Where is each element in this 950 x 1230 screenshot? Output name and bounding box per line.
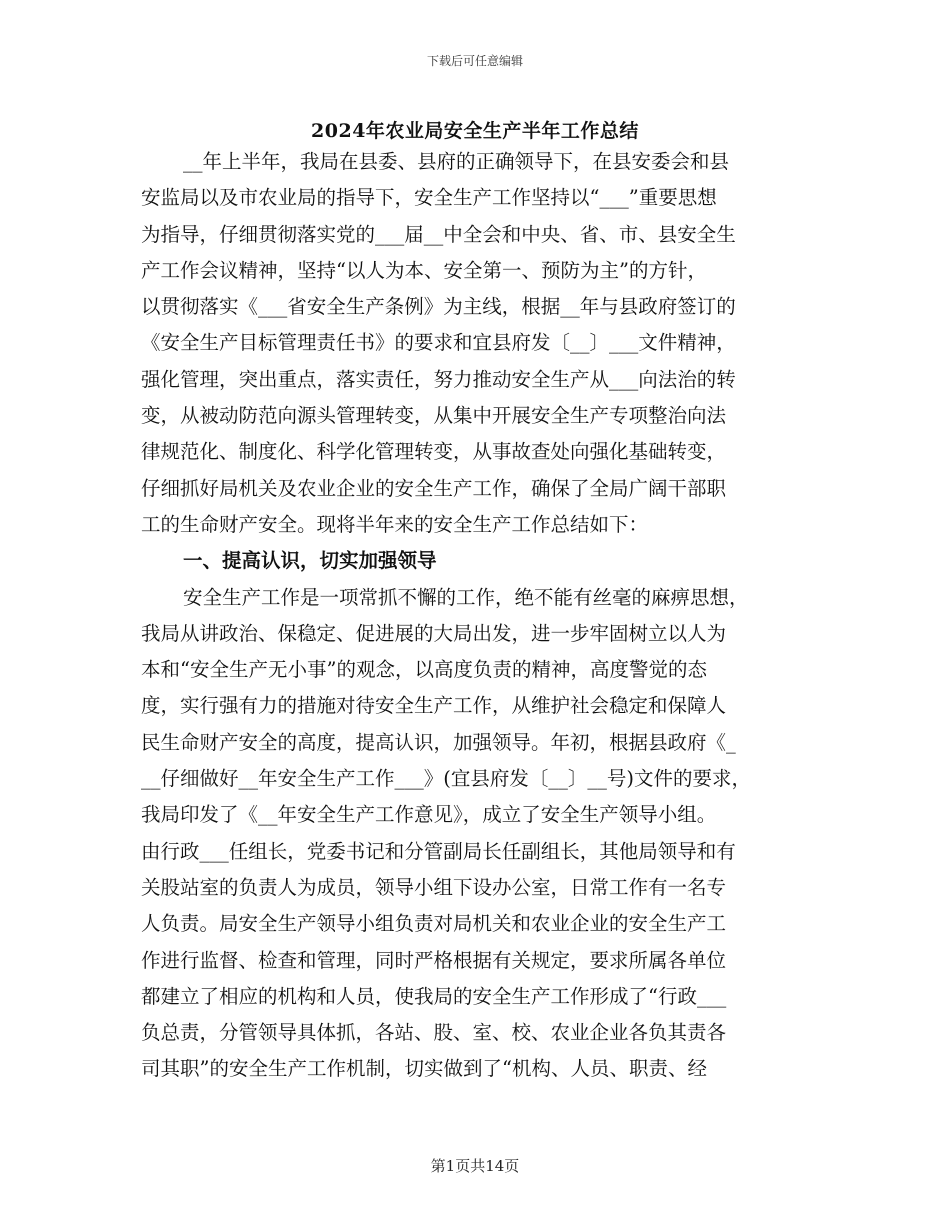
paragraph-line: __年上半年，我局在县委、县府的正确领导下，在县安委会和县 [183,150,730,173]
paragraph-line: __仔细做好__年安全生产工作___》(宜县府发〔__〕__号)文件的要求， [141,767,751,791]
paragraph-line: 安监局以及市农业局的指导下，安全生产工作坚持以“___”重要思想 [141,186,717,210]
paragraph-line: 我局从讲政治、保稳定、促进展的大局出发，进一步牢固树立以人为 [141,621,727,645]
paragraph-line: 人负责。局安全生产领导小组负责对局机关和农业企业的安全生产工 [141,912,727,936]
document-title: 2024年农业局安全生产半年工作总结 [311,120,639,142]
paragraph-line: 变，从被动防范向源头管理转变，从集中开展安全生产专项整治向法 [141,404,727,428]
paragraph-line: 关股站室的负责人为成员，领导小组下设办公室，日常工作有一名专 [141,875,727,899]
paragraph-line: 律规范化、制度化、科学化管理转变，从事故查处向强化基础转变， [141,440,727,464]
page-number: 第1页共14页 [430,1157,520,1175]
paragraph-line: 民生命财产安全的高度，提高认识，加强领导。年初，根据县政府《_ [141,730,736,754]
paragraph-line: 强化管理，突出重点，落实责任，努力推动安全生产从___向法治的转 [141,367,736,391]
paragraph-line: 《安全生产目标管理责任书》的要求和宜县府发〔__〕___文件精神， [141,331,736,355]
paragraph-line: 以贯彻落实《___省安全生产条例》为主线，根据__年与县政府签订的 [141,295,736,319]
paragraph-line: 工的生命财产安全。现将半年来的安全生产工作总结如下： [141,512,649,536]
paragraph-line: 为指导，仔细贯彻落实党的___届__中全会和中央、省、市、县安全生 [141,222,736,246]
page-header-note: 下载后可任意编辑 [426,54,523,68]
paragraph-line: 都建立了相应的机构和人员，使我局的安全生产工作形成了“行政___ [141,984,727,1008]
paragraph-line: 负总责，分管领导具体抓，各站、股、室、校、农业企业各负其责各 [141,1021,727,1045]
section-heading: 一、提高认识，切实加强领导 [183,549,437,573]
paragraph-line: 安全生产工作是一项常抓不懈的工作，绝不能有丝毫的麻痹思想， [183,585,749,609]
paragraph-line: 由行政___任组长，党委书记和分管副局长任副组长，其他局领导和有 [141,839,736,863]
paragraph-line: 度，实行强有力的措施对待安全生产工作，从维护社会稳定和保障人 [141,694,727,718]
paragraph-line: 我局印发了《__年安全生产工作意见》，成立了安全生产领导小组。 [141,803,717,827]
document-body [141,144,811,1088]
paragraph-line: 产工作会议精神，坚持“以人为本、安全第一、预防为主”的方针， [141,258,707,282]
paragraph-line: 仔细抓好局机关及农业企业的安全生产工作，确保了全局广阔干部职 [141,476,727,500]
paragraph-line: 本和“安全生产无小事”的观念，以高度负责的精神，高度警觉的态 [141,658,707,682]
paragraph-line: 司其职”的安全生产工作机制，切实做到了“机构、人员、职责、经 [141,1057,707,1081]
paragraph-line: 作进行监督、检查和管理，同时严格根据有关规定，要求所属各单位 [141,948,727,972]
